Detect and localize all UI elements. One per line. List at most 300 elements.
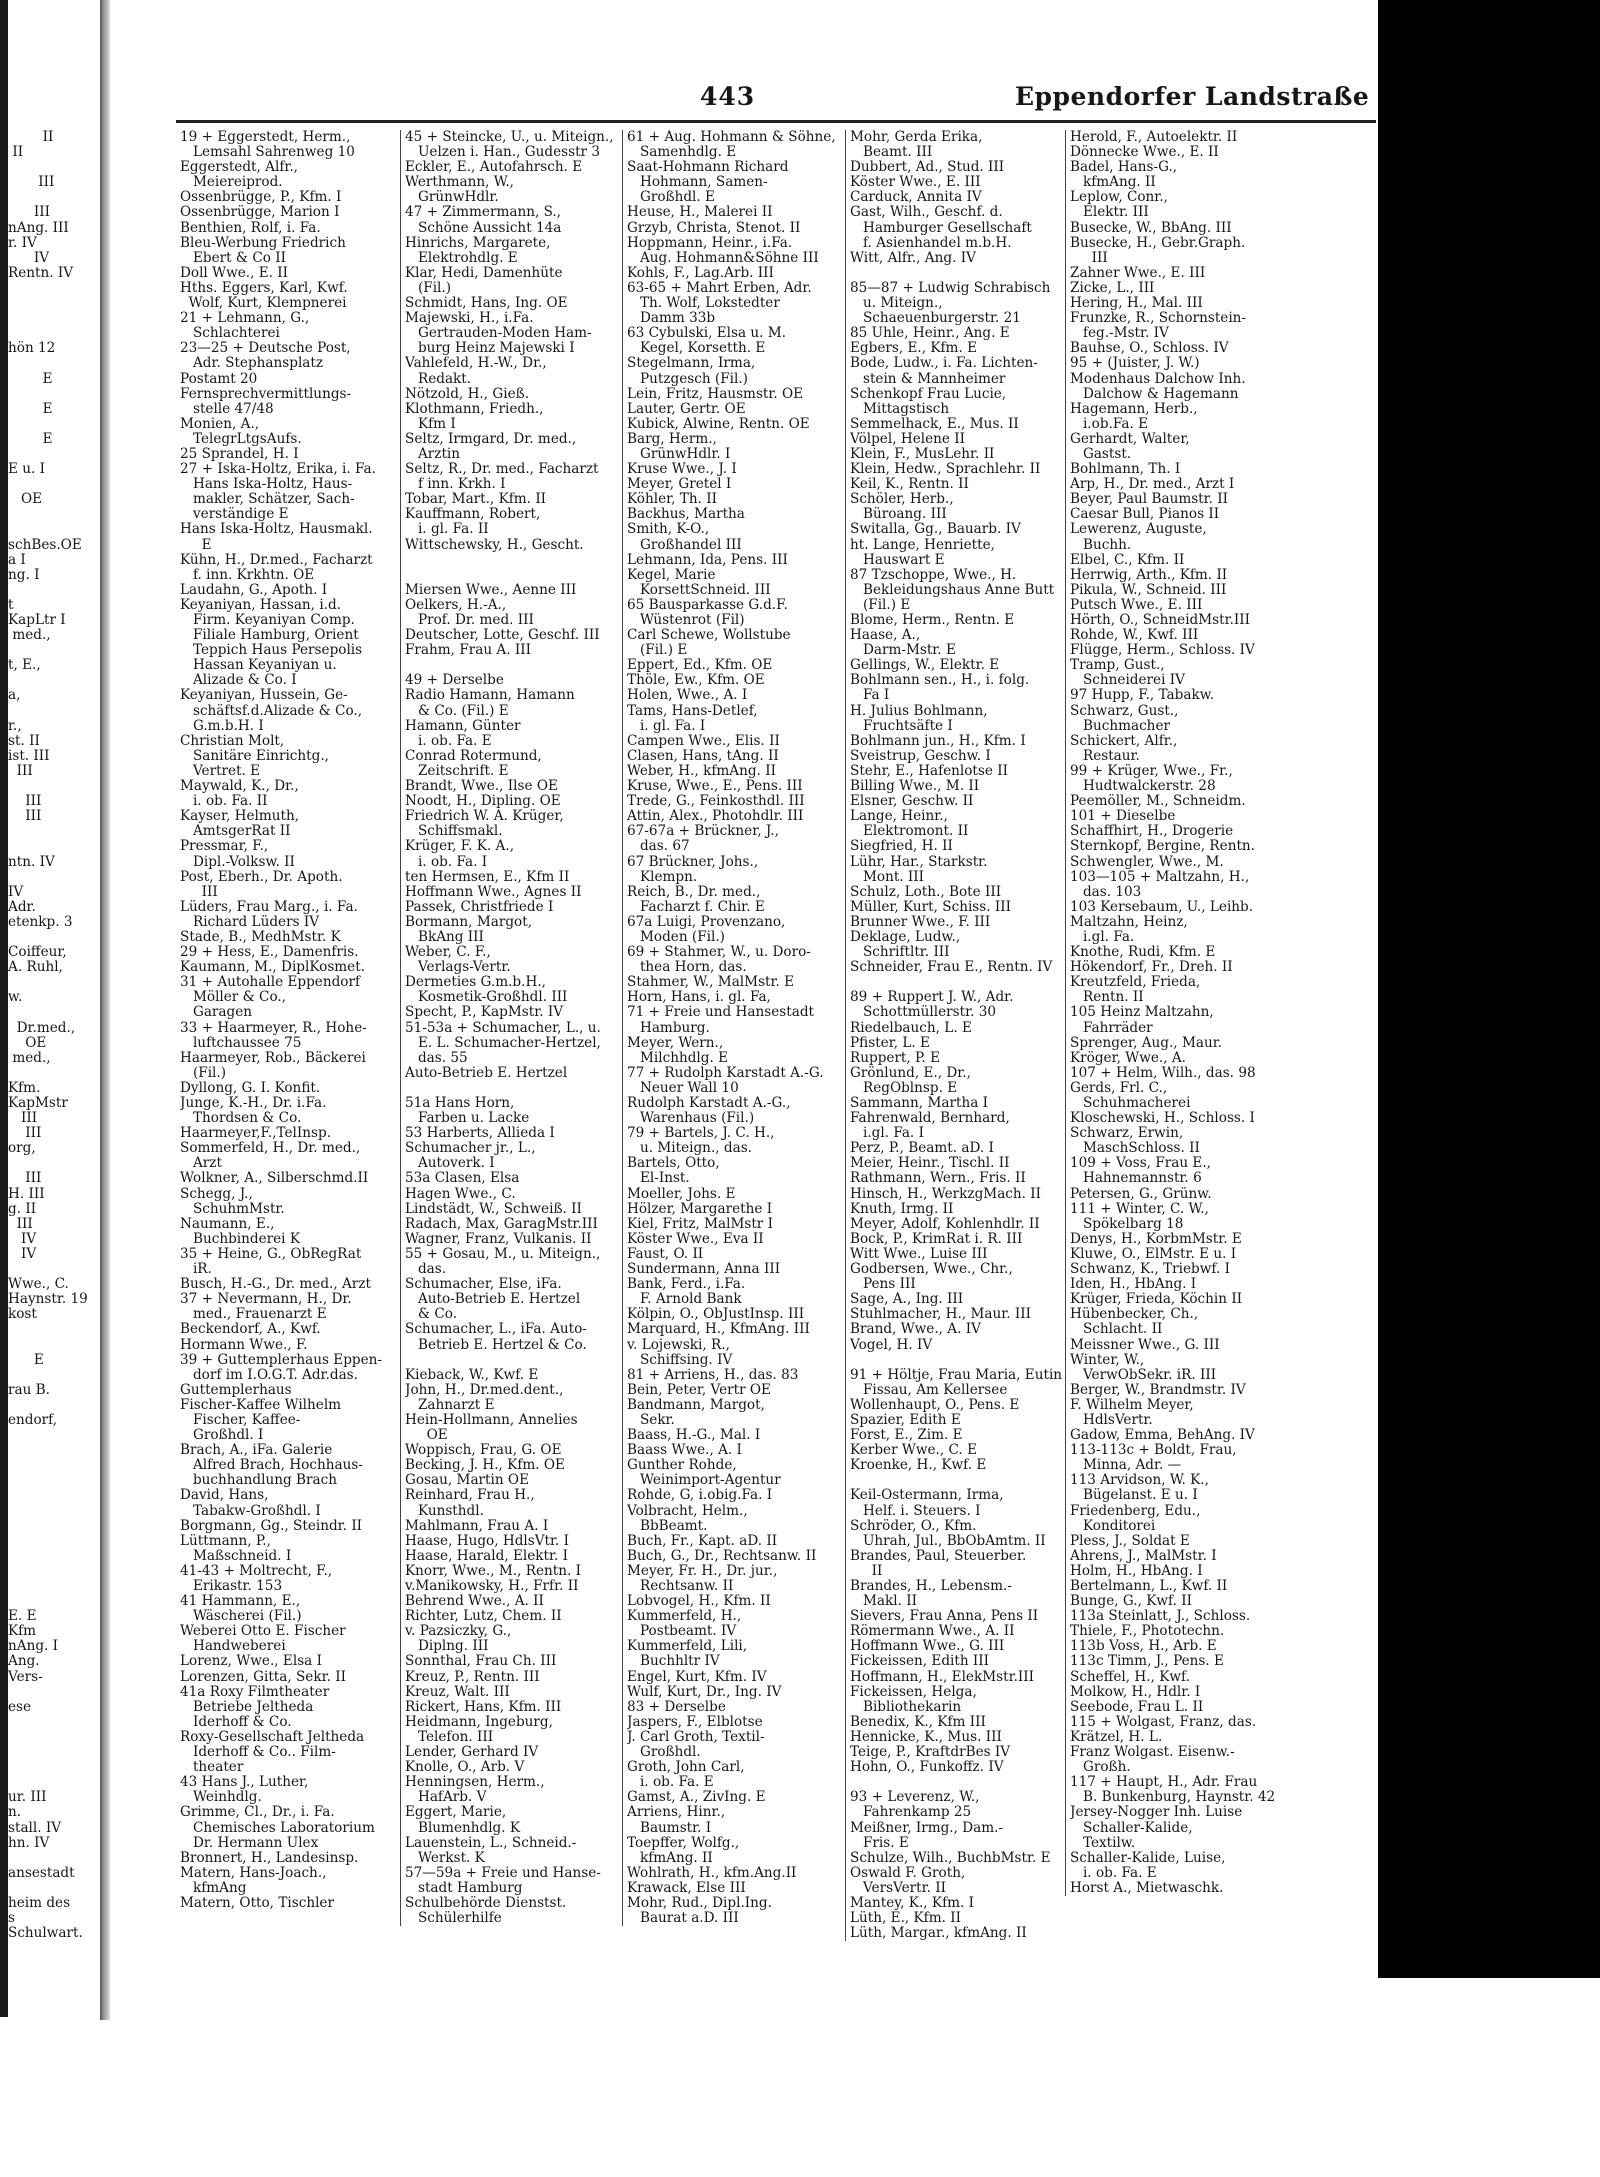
directory-entry-line: Vertret. E [180,763,261,779]
directory-entry-line: Uhrah, Jul., BbObAmtm. II [850,1533,1046,1549]
margin-line: hn. IV [8,1835,50,1851]
directory-entry-line: Buchmacher [1070,718,1170,734]
margin-line [8,477,100,492]
margin-line: E [8,371,53,387]
directory-entry-line: 109 + Voss, Frau E., [1070,1156,1212,1172]
directory-column-4 [845,130,1068,1941]
directory-entry-line: Krawack, Else III [627,1880,746,1896]
directory-entry-line: III [1070,250,1108,266]
margin-line: Kfm. [8,1080,41,1096]
directory-entry-line [405,658,623,673]
directory-entry-line: Moden (Fil.) [627,929,725,945]
directory-entry-line: Miersen Wwe., Aenne III [405,582,577,598]
margin-line: IV [8,1231,37,1247]
directory-entry-line: Wolf, Kurt, Klempnerei [180,296,347,312]
directory-entry-line: Majewski, H., i.Fa. [405,311,534,327]
directory-entry-line: Meier, Heinr., Tischl. II [850,1156,1010,1172]
directory-entry-line: Neuer Wall 10 [627,1080,739,1096]
margin-line: OE [8,1035,47,1051]
directory-entry-line [405,568,623,583]
directory-entry-line: Aug. Hohmann&Söhne III [627,250,819,266]
directory-entry-line: makler, Schätzer, Sach- [180,492,355,508]
directory-entry-line: Rudolph Karstadt A.-G., [627,1096,791,1111]
directory-entry-line: Bekleidungshaus Anne Butt [850,582,1055,598]
directory-entry-line: Fa I [850,688,890,704]
directory-entry-line: 95 + (Juister, J. W.) [1070,356,1200,372]
directory-entry-line: Forst, E., Zim. E [850,1428,963,1444]
directory-entry-line: Benthien, Rolf, i. Fa. [180,220,321,236]
directory-entry-line: Ruppert, P. E [850,1050,940,1066]
directory-entry-line: Bügelanst. E u. I [1070,1488,1198,1504]
margin-line: Schulwart. [8,1926,83,1942]
directory-entry-line: Berger, W., Brandmstr. IV [1070,1382,1246,1398]
margin-line: III [8,763,33,779]
directory-entry-line: Gerds, Frl. C., [1070,1080,1168,1096]
directory-entry-line: 83 + Derselbe [627,1699,726,1715]
directory-entry-line: Arzt [180,1156,222,1172]
directory-entry-line: Schaffhirt, H., Drogerie [1070,824,1234,840]
directory-entry-line: 57—59a + Freie und Hanse- [405,1865,601,1881]
directory-entry-line: Behrend Wwe., A. II [405,1594,544,1610]
directory-entry-line: Büroang. III [850,507,947,523]
margin-line [8,1428,100,1443]
directory-entry-line: Arriens, Hinr., [627,1805,726,1821]
margin-line: hön 12 [8,341,56,357]
directory-entry-line: Gast, Wilh., Geschf. d. [850,205,1003,221]
directory-entry-line: Conrad Rotermund, [405,748,542,764]
directory-entry-line: Iden, H., HbAng. I [1070,1277,1197,1293]
directory-entry-line: Baumstr. I [627,1820,712,1836]
margin-line [8,447,100,462]
margin-line: Rentn. IV [8,265,74,281]
directory-entry-line: Franz Wolgast. Eisenw.- [1070,1745,1235,1761]
directory-entry-line: f inn. Krkh. I [405,477,506,493]
directory-entry-line: kfmAng. II [1070,175,1156,191]
directory-entry-line: Bode, Ludw., i. Fa. Lichten- [850,356,1038,372]
directory-entry-line: Großhdl. E [627,190,715,206]
directory-entry-line: Molkow, H., Hdlr. I [1070,1684,1201,1700]
directory-entry-line: El-Inst. [627,1171,690,1187]
directory-entry-line: Herrwig, Arth., Kfm. II [1070,567,1228,583]
margin-line: t [8,597,14,613]
directory-entry-line [850,975,1068,990]
margin-line: Coiffeur, [8,945,67,961]
directory-entry-line: Hans Iska-Holtz, Haus- [180,477,353,493]
directory-entry-line: Weinimport-Agentur [627,1473,781,1489]
directory-entry-line: Keil, K., Rentn. II [850,477,969,493]
directory-entry-line: Bock, P., KrimRat i. R. III [850,1231,1023,1247]
directory-entry-line: Hübenbecker, Ch., [1070,1307,1199,1323]
directory-entry-line: Wulf, Kurt, Dr., Ing. IV [627,1684,782,1700]
margin-line: org, [8,1141,36,1157]
directory-entry-line: Arp, H., Dr. med., Arzt I [1070,477,1235,493]
directory-entry-line: Matern, Hans-Joach., [180,1865,327,1881]
margin-line: stall. IV [8,1820,62,1836]
directory-entry-line: kfmAng. II [627,1850,713,1866]
directory-entry-line: Eggerstedt, Alfr., [180,160,299,176]
margin-line: Dr.med., [8,1020,76,1036]
directory-entry-line: Vahlefeld, H.-W., Dr., [405,356,547,372]
directory-entry-line: RegOblnsp. E [850,1080,958,1096]
directory-entry-line: Baurat a.D. III [627,1911,739,1927]
directory-entry-line: Blome, Herm., Rentn. E [850,613,1015,628]
directory-entry-line: Buchh. [1070,537,1132,553]
directory-entry-line: dorf im I.O.G.T. Adr.das. [180,1367,358,1383]
directory-entry-line: Haase, Hugo, HdlsVtr. I [405,1533,570,1549]
directory-entry-line: Meißner, Irmg., Dam.- [850,1820,1004,1836]
margin-line: med., [8,1050,51,1066]
directory-entry-line: Krüger, Frieda, Köchin II [1070,1292,1243,1308]
directory-entry-line: Fernsprechvermittlungs- [180,386,352,402]
directory-entry-line: 53 Harberts, Allieda I [405,1126,555,1142]
directory-entry-line: Damm 33b [627,311,716,327]
margin-line [8,1443,100,1458]
directory-entry-line: 67 Brückner, Johs., [627,854,759,870]
directory-entry-line: Putsch Wwe., E. III [1070,597,1203,613]
directory-entry-line: Pressmar, F., [180,839,269,855]
directory-entry-line: 113a Steinlatt, J., Schloss. [1070,1609,1251,1625]
directory-entry-line: Hennicke, K., Mus. III [850,1729,1002,1745]
directory-entry-line: Nötzold, H., Gieß. [405,386,530,402]
directory-entry-line: Pless, J., Soldat E [1070,1533,1190,1549]
directory-entry-line [405,1353,623,1368]
directory-entry-line: 45 + Steincke, U., u. Miteign., [405,130,614,145]
directory-entry-line: 53a Clasen, Elsa [405,1171,520,1187]
directory-entry-line: Beckendorf, A., Kwf. [180,1322,321,1338]
directory-entry-line: 31 + Autohalle Eppendorf [180,975,361,991]
directory-entry-line: f. Asienhandel m.b.H. [850,235,1012,251]
directory-entry-line: Kunsthdl. [405,1503,484,1519]
directory-entry-line: Horn, Hans, i. gl. Fa, [627,990,771,1006]
directory-entry-line: Riedelbauch, L. E [850,1020,972,1036]
directory-entry-line: Junge, K.-H., Dr. i.Fa. [180,1096,327,1111]
directory-entry-line: Sammann, Martha I [850,1096,988,1111]
directory-entry-line: Textilw. [1070,1835,1136,1851]
directory-entry-line: Schottmüllerstr. 30 [850,1005,997,1021]
directory-entry-line: J. Carl Groth, Textil- [627,1729,765,1745]
directory-entry-line: 43 Hans J., Luther, [180,1775,309,1791]
directory-entry-line: 97 Hupp, F., Tabakw. [1070,688,1215,704]
directory-entry-line: Mantey, K., Kfm. I [850,1895,975,1911]
margin-line: III [8,1216,33,1232]
directory-entry-line: Trede, G., Feinkosthdl. III [627,794,805,810]
directory-entry-line: Lorenz, Wwe., Elsa I [180,1654,322,1670]
directory-entry-line: Vogel, H. IV [850,1337,933,1353]
directory-entry-line: Monien, A., [180,416,260,432]
directory-entry-line: Christian Molt, [180,733,285,749]
directory-entry-line: Badel, Hans-G., [1070,160,1178,176]
directory-entry-line: 115 + Wolgast, Franz, das. [1070,1714,1257,1730]
directory-entry-line: Bartels, Otto, [627,1156,720,1172]
margin-line [8,387,100,402]
directory-entry-line: Kegel, Korsetth. E [627,341,766,357]
directory-entry-line: KorsettSchneid. III [627,582,771,598]
directory-entry-line: Lüth, E., Kfm. II [850,1911,961,1927]
directory-entry-line: Busecke, H., Gebr.Graph. [1070,235,1246,251]
directory-entry-line: Oelkers, H.-A., [405,597,507,613]
directory-entry-line: Thiele, F., Phototechn. [1070,1624,1225,1640]
directory-entry-line: 87 Tzschoppe, Wwe., H. [850,567,1017,583]
directory-entry-line: Sveistrup, Geschw. I [850,748,991,764]
left-margin-column [8,130,100,1941]
directory-entry-line: Reich, B., Dr. med., [627,884,761,900]
directory-entry-line: BbBeamt. [627,1518,708,1534]
directory-entry-line: 49 + Derselbe [405,673,504,689]
directory-entry-line: Rohde, G, i.obig.Fa. I [627,1488,773,1504]
directory-entry-line: 113b Voss, H., Arb. E [1070,1639,1217,1655]
directory-entry-line: Hths. Eggers, Karl, Kwf. [180,280,348,296]
directory-entry-line: Kruse, Wwe., E., Pens. III [627,779,803,795]
directory-entry-line: Volbracht, Helm., [627,1503,748,1519]
margin-line [8,522,100,537]
directory-entry-line: i. gl. Fa. I [627,718,706,734]
directory-entry-line: Firm. Keyaniyan Comp. [180,613,355,628]
directory-entry-line: Jersey-Nogger Inh. Luise [1070,1805,1243,1821]
margin-line: E [8,431,53,447]
directory-entry-line: Betrieb E. Hertzel & Co. [405,1337,587,1353]
directory-entry-line: das. [405,1262,447,1278]
directory-entry-line: Filiale Hamburg, Orient [180,628,359,644]
directory-entry-line: Schumacher jr., L., [405,1141,536,1157]
directory-entry-line: thea Horn, das. [627,960,747,976]
directory-entry-line: Stuhlmacher, H., Maur. III [850,1307,1032,1323]
directory-entry-line: Tramp, Gust., [1070,658,1165,674]
directory-entry-line: Makl. II [850,1594,917,1610]
directory-entry-line: David, Hans, [180,1488,269,1504]
directory-entry-line: Perz, P., Beamt. aD. I [850,1141,994,1157]
margin-line: E u. I [8,462,46,478]
directory-entry-line: Klothmann, Friedh., [405,401,544,417]
directory-entry-line: Bohlmann sen., H., i. folg. [850,673,1030,689]
directory-entry-line: Hein-Hollmann, Annelies [405,1412,578,1428]
directory-entry-line: buchhandlung Brach [180,1473,337,1489]
directory-entry-line: burg Heinz Majewski I [405,341,575,357]
directory-entry-line: Schlacht. II [1070,1322,1163,1338]
directory-entry-line: Werthmann, W., [405,175,515,191]
directory-entry-line: Adr. Stephansplatz [180,356,324,372]
directory-entry-line: Buchhltr IV [627,1654,720,1670]
directory-entry-line: 61 + Aug. Hohmann & Söhne, [627,130,836,145]
book-binding-shadow [100,0,110,2020]
directory-entry-line: Kreuz, Walt. III [405,1684,510,1700]
margin-line: med., [8,628,51,644]
margin-line [8,704,100,719]
directory-entry-line: Faust, O. II [627,1246,704,1262]
directory-entry-line: Schneiderei IV [1070,673,1185,689]
directory-entry-line: Diplng. III [405,1639,489,1655]
directory-entry-line: 111 + Winter, C. W., [1070,1201,1209,1217]
directory-entry-line: B. Bunkenburg, Haynstr. 42 [1070,1790,1276,1806]
directory-entry-line: Grzyb, Christa, Stenot. II [627,220,801,236]
directory-entry-line: Lobvogel, H., Kfm. II [627,1594,771,1610]
directory-entry-line: Switalla, Gg., Bauarb. IV [850,522,1021,538]
directory-entry-line: Guttemplerhaus [180,1382,292,1398]
directory-entry-line: Passek, Christfriede I [405,899,554,915]
directory-entry-line: Horst A., Mietwaschk. [1070,1880,1224,1896]
directory-entry-line: Lorenzen, Gitta, Sekr. II [180,1669,346,1685]
margin-line: III [8,809,42,825]
directory-entry-line: Ossenbrügge, P., Kfm. I [180,190,342,206]
directory-entry-line: Großhdl. I [180,1428,264,1444]
directory-entry-line: Lauter, Gertr. OE [627,401,746,417]
directory-entry-line: Buch, G., Dr., Rechtsanw. II [627,1548,817,1564]
margin-line [8,417,100,432]
directory-entry-line: Lühr, Har., Starkstr. [850,854,988,870]
directory-entry-line: Chemisches Laboratorium [180,1820,375,1836]
directory-entry-line: Bibliothekarin [850,1699,962,1715]
directory-entry-line: Gosau, Martin OE [405,1473,529,1489]
directory-entry-line: E. L. Schumacher-Hertzel, [405,1035,601,1051]
margin-line: a, [8,688,21,704]
directory-entry-line: Frunzke, R., Schornstein- [1070,311,1247,327]
directory-entry-line: Weinhdlg. [180,1790,262,1806]
margin-line: III [8,175,55,191]
directory-entry-line: Müller, Kurt, Schiss. III [850,899,1012,915]
directory-entry-line: Bertelmann, L., Kwf. II [1070,1579,1228,1594]
directory-entry-line: Handweberei [180,1639,286,1655]
directory-entry-line: Zeitschrift. E [405,763,509,779]
directory-entry-line: Ärztin [405,446,461,462]
directory-entry-line: E [180,537,212,553]
directory-entry-line: 85—87 + Ludwig Schrabisch [850,280,1051,296]
directory-entry-line: Gunther Rohde, [627,1458,737,1474]
directory-entry-line: Schneider, Frau E., Rentn. IV [850,960,1053,976]
margin-line [8,1368,100,1383]
margin-line [8,356,100,371]
directory-column-3 [622,130,845,1926]
directory-entry-line: Gerhardt, Walter, [1070,431,1190,447]
directory-entry-line: Knothe, Rudi, Kfm. E [1070,945,1216,961]
directory-entry-line: Zicke, L., III [1070,280,1155,296]
directory-entry-line [850,1473,1068,1488]
directory-entry-line: Schülerhilfe [405,1911,502,1927]
directory-entry-line: ht. Lange, Henriette, [850,537,995,553]
directory-entry-line: Werkst. K [405,1850,485,1866]
directory-entry-line: (Fil.) [180,1065,227,1081]
directory-entry-line: Pens III [850,1277,916,1293]
directory-entry-line: Großh. [1070,1760,1131,1776]
directory-entry-line: Minna, Adr. — [1070,1458,1182,1474]
running-head: Eppendorfer Landstraße [1015,82,1370,111]
directory-entry-line: Clasen, Hans, tAng. II [627,748,779,764]
margin-line: OE [8,492,43,508]
directory-entry-line: Köster Wwe., Eva II [627,1231,764,1247]
directory-entry-line: Stehr, E., Hafenlotse II [850,763,1008,779]
directory-entry-line: Fris. E [850,1835,909,1851]
margin-line: III [8,1171,42,1187]
directory-entry-line: Oswald F. Groth, [850,1865,966,1881]
directory-entry-line: Mont. III [850,869,925,885]
directory-entry-line: Hans Iska-Holtz, Hausmakl. [180,522,373,538]
margin-line [8,975,100,990]
directory-entry-line: Fahrenkamp 25 [850,1805,972,1821]
directory-entry-line: Holm, H., HbAng. I [1070,1563,1203,1579]
directory-entry-line: Beyer, Paul Baumstr. II [1070,492,1229,508]
directory-entry-line: Thordsen & Co. [180,1111,302,1127]
directory-entry-line: Holen, Wwe., A. I [627,688,748,704]
directory-entry-line: Moeller, Johs. E [627,1186,736,1202]
directory-entry-line: Teige, P., KraftdrBes IV [850,1745,1011,1761]
directory-entry-line: Fahrenwald, Bernhard, [850,1111,1010,1127]
directory-entry-line: Hagen Wwe., C. [405,1186,516,1202]
directory-entry-line: Wittschewsky, H., Gescht. [405,537,584,553]
directory-entry-line: Alfred Brach, Hochhaus- [180,1458,363,1474]
margin-line: ansestadt [8,1865,75,1881]
directory-entry-line: Lange, Heinr., [850,809,948,825]
directory-entry-line: (Fil.) E [850,597,911,613]
directory-entry-line: iR. [180,1262,212,1278]
directory-entry-line: Möller & Co., [180,990,287,1006]
directory-entry-line: Hoffmann, H., ElekMstr.III [850,1669,1035,1685]
directory-entry-line: Lindstädt, W., Schweiß. II [405,1201,582,1217]
directory-entry-line: Knuth, Irmg. II [850,1201,954,1217]
margin-line [8,311,100,326]
directory-entry-line: Klempn. [627,869,698,885]
directory-entry-line: Hoffmann Wwe., Agnes II [405,884,582,900]
directory-entry-line: Kaumann, M., DiplKosmet. [180,960,366,976]
directory-entry-line: (Fil.) E [627,643,688,659]
directory-entry-line: Betriebe Jeltheda [180,1699,314,1715]
directory-entry-line: Lein, Fritz, Hausmstr. OE [627,386,804,402]
directory-entry-line: Th. Wolf, Lokstedter [627,296,780,312]
directory-entry-line: Fischer, Kaffee- [180,1412,301,1428]
directory-entry-line: Backhus, Martha [627,507,745,523]
margin-line [8,1594,100,1609]
directory-entry-line: Sternkopf, Bergine, Rentn. [1070,839,1255,855]
margin-line [8,1005,100,1020]
directory-entry-line: Kauffmann, Robert, [405,507,541,523]
directory-entry-line: Samenhdlg. E [627,145,737,161]
directory-entry-line: Warenhaus (Fil.) [627,1111,755,1127]
directory-entry-line: v. Pazsiczky, G., [405,1624,512,1640]
directory-entry-line: Witt Wwe., Luise III [850,1246,988,1262]
directory-entry-line: 113-113c + Boldt, Frau, [1070,1443,1237,1459]
directory-entry-line: Roxy-Gesellschaft Jeltheda [180,1729,365,1745]
directory-entry-line: verständige E [180,507,289,523]
directory-entry-line: Wüstenrot (Fil) [627,613,745,628]
directory-entry-line: Busch, H.-G., Dr. med., Arzt [180,1277,371,1293]
directory-entry-line: Hamann, Günter [405,718,521,734]
directory-entry-line: Barg, Herm., [627,431,717,447]
directory-entry-line: Deklage, Ludw., [850,929,961,945]
directory-entry-line: Schegg, J., [180,1186,253,1202]
directory-entry-line: Friedenberg, Edu., [1070,1503,1201,1519]
margin-line [8,779,100,794]
directory-entry-line: Scheffel, H., Kwf. [1070,1669,1190,1685]
directory-entry-line: II [850,1563,883,1579]
directory-entry-line: Sonnthal, Frau Ch. III [405,1654,557,1670]
directory-entry-line: Hinrichs, Margarete, [405,235,551,251]
directory-entry-line: das. 103 [1070,884,1142,900]
directory-entry-line: 105 Heinz Maltzahn, [1070,1005,1214,1021]
directory-entry-line: theater [180,1760,244,1776]
directory-entry-line: Keyaniyan, Hussein, Ge- [180,688,348,704]
directory-entry-line: luftchaussee 75 [180,1035,302,1051]
directory-entry-line: Grimme, Cl., Dr., i. Fa. [180,1805,335,1821]
directory-entry-line: Köster Wwe., E. III [850,175,981,191]
margin-line [8,1564,100,1579]
directory-entry-line: Maywald, K., Dr., [180,779,299,795]
margin-line [8,1685,100,1700]
directory-entry-line: Fischer-Kaffee Wilhelm [180,1397,342,1413]
directory-entry-line: Iderhoff & Co. [180,1714,292,1730]
directory-entry-line: Schiffsing. IV [627,1352,733,1368]
directory-entry-line: 47 + Zimmermann, S., [405,205,562,221]
directory-entry-line: Haase, A., [850,628,921,644]
directory-entry-line: Stahmer, W., MalMstr. E [627,975,795,991]
directory-entry-line: Spazier, Edith E [850,1412,961,1428]
directory-column-5 [1065,130,1288,1896]
